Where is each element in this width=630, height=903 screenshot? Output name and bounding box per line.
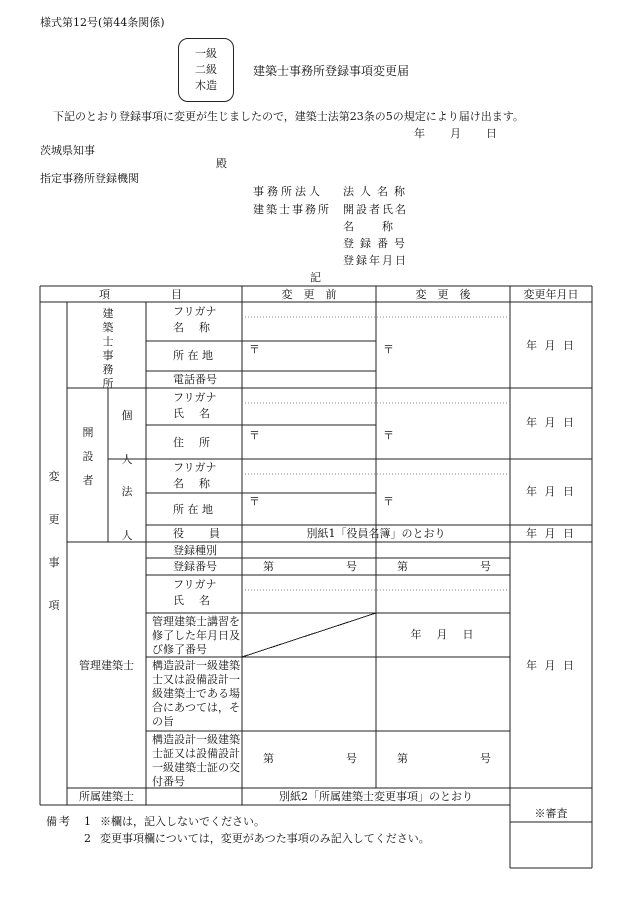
intro-text: 下記のとおり登録事項に変更が生じましたので，建築士法第23条の5の規定により届け出ます。 bbox=[53, 110, 524, 123]
class-option-nikyu: 二級 bbox=[195, 63, 217, 76]
applicant-type-corp: 事務所法人 bbox=[253, 185, 323, 198]
individual-address-label: 住 所 bbox=[173, 436, 212, 449]
corp-after-postal: 〒 bbox=[383, 495, 394, 508]
kanri-reg-number-label: 登録番号 bbox=[173, 560, 217, 573]
form-title: 建築士事務所登録事項変更届 bbox=[253, 64, 410, 78]
applicant-corp-name-label: 法人名称 bbox=[343, 185, 411, 198]
individual-change-date: 年 月 日 bbox=[526, 416, 576, 429]
ki-heading: 記 bbox=[310, 271, 321, 284]
date-month: 月 bbox=[450, 127, 461, 140]
date-year: 年 bbox=[414, 127, 425, 140]
corp-change-date: 年 月 日 bbox=[526, 485, 576, 498]
applicant-office-name-label: 名 称 bbox=[343, 220, 395, 233]
kanri-before-go: 号 bbox=[346, 560, 357, 573]
dono-honorific: 殿 bbox=[216, 157, 227, 170]
diagonal-strike bbox=[242, 613, 376, 657]
note-2-number: 2 bbox=[84, 832, 91, 845]
office-after-postal: 〒 bbox=[383, 343, 394, 356]
class-option-mokuzo: 木造 bbox=[195, 79, 217, 92]
class-option-ikkyu: 一級 bbox=[195, 47, 217, 60]
office-change-date: 年 月 日 bbox=[526, 339, 576, 352]
corp-furigana-label: フリガナ bbox=[173, 461, 217, 474]
founder-group-label: 開設者 bbox=[82, 426, 94, 487]
kanri-course-label: 管理建築士講習を修了した年月日及び修了番号 bbox=[152, 615, 240, 656]
kanri-after-dai: 第 bbox=[397, 560, 408, 573]
kanri-certificate-number-label: 構造設計一級建築士証又は設備設計一級建築士証の交付番号 bbox=[152, 733, 240, 788]
individual-furigana-label: フリガナ bbox=[173, 391, 217, 404]
note-1-number: 1 bbox=[84, 815, 91, 828]
office-before-postal: 〒 bbox=[249, 343, 260, 356]
kanri-before-dai: 第 bbox=[263, 560, 274, 573]
kanri-cert-before-go: 号 bbox=[346, 752, 357, 765]
kanri-cert-after-go: 号 bbox=[480, 752, 491, 765]
kanri-cert-before-dai: 第 bbox=[263, 752, 274, 765]
addressee-governor: 茨城県知事 bbox=[40, 144, 95, 157]
applicant-type-office: 建築士事務所 bbox=[253, 203, 331, 216]
note-2-text: 変更事項欄については，変更があつた事項のみ記入してください。 bbox=[100, 832, 430, 845]
kanri-name-label: 氏 名 bbox=[173, 594, 212, 607]
addressee-registry: 指定事務所登録機関 bbox=[40, 172, 139, 185]
shozoku-label: 所属建築士 bbox=[79, 790, 134, 803]
notes-label: 備考 bbox=[46, 815, 72, 828]
header-item: 項 目 bbox=[99, 288, 183, 301]
header-before: 変 更 前 bbox=[281, 288, 337, 301]
founder-individual-label: 個人 bbox=[121, 409, 133, 466]
note-1-text: ※欄は，記入しないでください。 bbox=[100, 815, 265, 828]
office-furigana-label: フリガナ bbox=[173, 305, 217, 318]
officers-value: 別紙1「役員名簿」のとおり bbox=[306, 527, 446, 540]
header-after: 変 更 後 bbox=[415, 288, 471, 301]
individual-name-label: 氏 名 bbox=[173, 407, 212, 420]
header-change-date: 変更年月日 bbox=[523, 288, 579, 301]
date-day: 日 bbox=[486, 127, 497, 140]
corp-address-label: 所 在 地 bbox=[173, 503, 213, 516]
officers-label: 役 員 bbox=[173, 527, 221, 540]
individual-after-postal: 〒 bbox=[383, 429, 394, 442]
officers-change-date: 年 月 日 bbox=[526, 527, 576, 540]
corp-name-label: 名 称 bbox=[173, 477, 212, 490]
kanri-after-go: 号 bbox=[480, 560, 491, 573]
shozoku-value: 別紙2「所属建築士変更事項」のとおり bbox=[279, 790, 473, 803]
office-group-label: 建築士事務所 bbox=[102, 307, 114, 390]
applicant-reg-number-label: 登録番号 bbox=[343, 237, 411, 250]
kanri-furigana-label: フリガナ bbox=[173, 578, 217, 591]
office-name-label: 名 称 bbox=[173, 321, 212, 334]
kanri-change-date: 年 月 日 bbox=[526, 659, 576, 672]
applicant-founder-name-label: 開設者氏名 bbox=[343, 203, 408, 216]
henko-jiko-label: 変更事項 bbox=[48, 470, 60, 612]
kanri-cert-after-dai: 第 bbox=[397, 752, 408, 765]
form-number: 様式第12号(第44条関係) bbox=[40, 16, 165, 29]
kanri-course-date: 年 月 日 bbox=[410, 628, 476, 641]
applicant-reg-date-label: 登録年月日 bbox=[343, 254, 408, 267]
individual-before-postal: 〒 bbox=[249, 429, 260, 442]
office-phone-label: 電話番号 bbox=[173, 373, 217, 386]
kanri-structural-designation-label: 構造設計一級建築士又は設備設計一級建築士である場合にあつては，その旨 bbox=[152, 659, 240, 728]
corp-before-postal: 〒 bbox=[249, 495, 260, 508]
kanri-reg-type-label: 登録種別 bbox=[173, 544, 217, 557]
kanri-group-label: 管理建築士 bbox=[79, 659, 134, 672]
founder-corp-label: 法人 bbox=[121, 485, 133, 542]
office-address-label: 所 在 地 bbox=[173, 349, 213, 362]
review-label: ※審査 bbox=[534, 807, 568, 820]
